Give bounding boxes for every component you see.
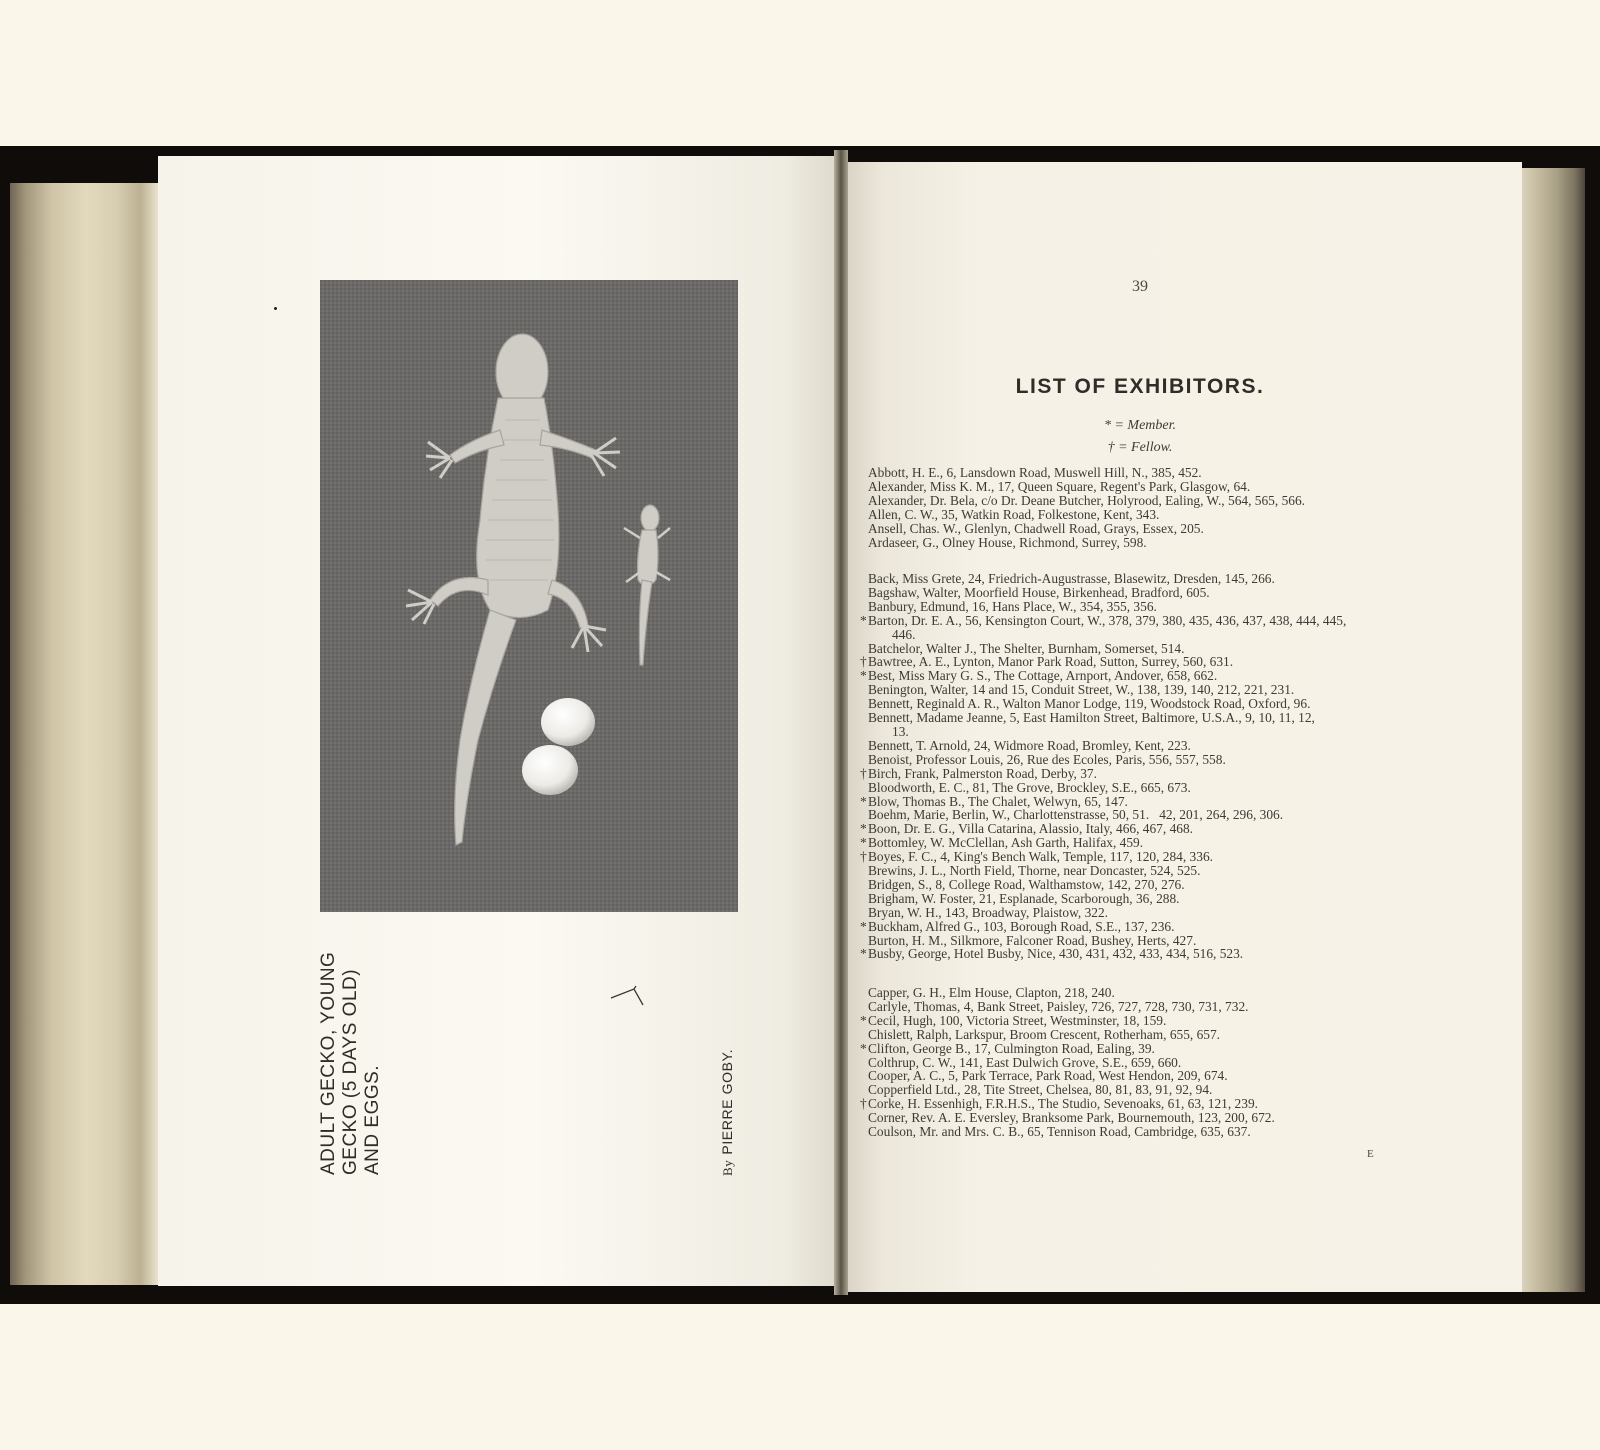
- membership-mark: *: [860, 793, 867, 809]
- exhibitor-entry-text: Birch, Frank, Palmerston Road, Derby, 37.: [868, 765, 1097, 781]
- exhibitor-entry: [868, 628, 1438, 642]
- exhibitor-entry: [860, 654, 1438, 670]
- exhibitor-entry: [868, 642, 1438, 656]
- exhibitor-entry-text: Boyes, F. C., 4, King's Bench Walk, Temple, 117, 120, 284, 336.: [868, 849, 1213, 865]
- exhibitor-entry: [868, 1028, 1438, 1042]
- exhibitor-entry-text: Bridgen, S., 8, College Road, Walthamstow, 142, 270, 276.: [868, 876, 1185, 892]
- page-number: 39: [1132, 278, 1148, 295]
- exhibitor-entry-text: Bennett, T. Arnold, 24, Widmore Road, Bromley, Kent, 223.: [868, 737, 1191, 753]
- exhibitor-entry-text: Benington, Walter, 14 and 15, Conduit Street, W., 138, 139, 140, 212, 221, 231.: [868, 682, 1295, 698]
- exhibitor-entry-text: Ansell, Chas. W., Glenlyn, Chadwell Road, Grays, Essex, 205.: [868, 520, 1204, 536]
- exhibitor-entry: [868, 725, 1438, 739]
- exhibitor-entry-text: Abbott, H. E., 6, Lansdown Road, Muswell Hill, N., 385, 452.: [868, 465, 1202, 480]
- exhibitor-entry: [868, 906, 1438, 920]
- exhibitor-entry-text: Alexander, Dr. Bela, c/o Dr. Deane Butcher, Holyrood, Ealing, W., 564, 565, 566.: [868, 492, 1306, 508]
- exhibitor-entry-text: 446.: [892, 626, 916, 642]
- exhibitor-entry: [868, 480, 1438, 494]
- membership-mark: *: [860, 918, 867, 934]
- membership-mark: †: [860, 654, 867, 670]
- exhibitor-entry: [868, 1056, 1438, 1070]
- exhibitor-entry: [860, 1040, 1438, 1056]
- exhibitor-entry-text: Banbury, Edmund, 16, Hans Place, W., 354, 355, 356.: [868, 598, 1157, 614]
- exhibitor-entry-text: Bryan, W. H., 143, Broadway, Plaistow, 322.: [868, 904, 1109, 920]
- exhibitor-entry-text: Bennett, Madame Jeanne, 5, East Hamilton Street, Baltimore, U.S.A., 9, 10, 11, 12,: [868, 710, 1315, 726]
- exhibitor-entry-text: Chislett, Ralph, Larkspur, Broom Crescent, Rotherham, 655, 657.: [868, 1026, 1221, 1042]
- pencil-mark: [610, 985, 646, 1007]
- page-heading: LIST OF EXHIBITORS.: [1015, 375, 1265, 398]
- exhibitor-entry: [868, 536, 1438, 550]
- exhibitor-entry: [868, 986, 1438, 1000]
- exhibitor-entry-text: Batchelor, Walter J., The Shelter, Burnham, Somerset, 514.: [868, 640, 1185, 656]
- exhibitor-entry: [860, 821, 1438, 837]
- exhibitor-entry: [868, 683, 1438, 697]
- exhibitor-entry: [868, 878, 1438, 892]
- exhibitor-entry-text: Capper, G. H., Elm House, Clapton, 218, 240.: [868, 985, 1115, 1000]
- exhibitor-group-c: [860, 985, 1438, 1140]
- exhibitor-entry: [860, 835, 1438, 851]
- exhibitor-entry: [868, 934, 1438, 948]
- exhibitor-entry-text: Ardaseer, G., Olney House, Richmond, Surrey, 598.: [868, 534, 1147, 550]
- membership-mark: †: [860, 849, 867, 865]
- exhibitor-entry-text: Corner, Rev. A. E. Eversley, Branksome Park, Bournemouth, 123, 200, 672.: [868, 1110, 1275, 1126]
- exhibitor-entry-text: Clifton, George B., 17, Culmington Road, Ealing, 39.: [868, 1040, 1155, 1056]
- membership-mark: *: [860, 1040, 867, 1056]
- exhibitor-entry-text: Copperfield Ltd., 28, Tite Street, Chelsea, 80, 81, 83, 91, 92, 94.: [868, 1082, 1213, 1098]
- exhibitor-entry: [868, 1000, 1438, 1014]
- photo-caption: ADULT GECKO, YOUNG GECKO (5 DAYS OLD) AND EGGS.: [318, 951, 383, 1175]
- ink-speck: [274, 307, 277, 310]
- membership-mark: *: [860, 612, 867, 628]
- exhibitor-entry-text: Colthrup, C. W., 141, East Dulwich Grove, S.E., 659, 660.: [868, 1054, 1182, 1070]
- exhibitor-entry-text: Bagshaw, Walter, Moorfield House, Birkenhead, Bradford, 605.: [868, 584, 1210, 600]
- exhibitor-entry: [868, 892, 1438, 906]
- exhibitor-entry: [860, 1096, 1438, 1112]
- exhibitor-entry: [868, 1083, 1438, 1097]
- membership-mark: *: [860, 835, 867, 851]
- membership-mark: *: [860, 668, 867, 684]
- membership-mark: *: [860, 1012, 867, 1028]
- exhibitor-entry: [868, 522, 1438, 536]
- exhibitor-entry: [868, 572, 1438, 586]
- exhibitor-entry-text: Bottomley, W. McClellan, Ash Garth, Halifax, 459.: [868, 835, 1144, 851]
- exhibitor-entry: [868, 753, 1438, 767]
- exhibitor-entry: [860, 1012, 1438, 1028]
- exhibitor-entry-text: Cecil, Hugh, 100, Victoria Street, Westminster, 18, 159.: [868, 1012, 1167, 1028]
- exhibitor-entry-text: Barton, Dr. E. A., 56, Kensington Court, W., 378, 379, 380, 435, 436, 437, 438, 444, 445,: [868, 612, 1347, 628]
- exhibitor-entry-text: Burton, H. M., Silkmore, Falconer Road, Bushey, Herts, 427.: [868, 932, 1197, 948]
- membership-mark: *: [860, 946, 867, 962]
- exhibitor-entry: [868, 494, 1438, 508]
- exhibitor-entry-text: Bawtree, A. E., Lynton, Manor Park Road, Sutton, Surrey, 560, 631.: [868, 654, 1234, 670]
- photo-credit: [719, 1026, 736, 1176]
- membership-mark: *: [860, 821, 867, 837]
- gecko-photograph: [320, 280, 738, 912]
- membership-mark: †: [860, 765, 867, 781]
- exhibitor-entry-text: Brigham, W. Foster, 21, Esplanade, Scarborough, 36, 288.: [868, 890, 1180, 906]
- exhibitor-entry-text: 13.: [892, 723, 909, 739]
- exhibitor-entry-text: Allen, C. W., 35, Watkin Road, Folkestone, Kent, 343.: [868, 506, 1160, 522]
- exhibitor-entry-text: Boon, Dr. E. G., Villa Catarina, Alassio, Italy, 466, 467, 468.: [868, 821, 1194, 837]
- exhibitor-entry: [868, 864, 1438, 878]
- legend-fellow: † = Fellow.: [1107, 440, 1173, 455]
- exhibitor-group-b: [860, 571, 1438, 962]
- exhibitor-entry-text: Bloodworth, E. C., 81, The Grove, Brockley, S.E., 665, 673.: [868, 779, 1191, 795]
- exhibitor-entry: [860, 918, 1438, 934]
- exhibitor-entry: [868, 697, 1438, 711]
- exhibitor-entry: [868, 586, 1438, 600]
- credit-name: PIERRE GOBY.: [719, 1048, 735, 1155]
- exhibitor-entry-text: Best, Miss Mary G. S., The Cottage, Arnport, Andover, 658, 662.: [868, 668, 1218, 684]
- exhibitor-entry: [860, 668, 1438, 684]
- photo-caption-block: [318, 935, 383, 1175]
- exhibitor-entry-text: Coulson, Mr. and Mrs. C. B., 65, Tennison Road, Cambridge, 635, 637.: [868, 1124, 1251, 1140]
- book-gutter: [834, 150, 848, 1295]
- exhibitor-entry: [868, 781, 1438, 795]
- legend-member: * = Member.: [1103, 418, 1177, 433]
- exhibitor-entry-text: Busby, George, Hotel Busby, Nice, 430, 431, 432, 433, 434, 516, 523.: [868, 946, 1244, 962]
- exhibitor-entry-text: Cooper, A. C., 5, Park Terrace, Park Road, West Hendon, 209, 674.: [868, 1068, 1228, 1084]
- exhibitor-entry: [868, 600, 1438, 614]
- exhibitor-entry: [860, 849, 1438, 865]
- exhibitor-entry: [860, 946, 1438, 962]
- exhibitor-entry: [868, 466, 1438, 480]
- exhibitor-entry-text: Blow, Thomas B., The Chalet, Welwyn, 65, 147.: [868, 793, 1128, 809]
- exhibitor-entry: [868, 1111, 1438, 1125]
- exhibitor-entry: [860, 765, 1438, 781]
- exhibitor-entry: [868, 711, 1438, 725]
- exhibitor-entry: [868, 1069, 1438, 1083]
- exhibitor-entry: [868, 739, 1438, 753]
- exhibitor-entry-text: Brewins, J. L., North Field, Thorne, near Doncaster, 524, 525.: [868, 863, 1201, 879]
- right-page-block-edge: [1515, 168, 1585, 1292]
- signature-mark: E: [1367, 1148, 1374, 1160]
- exhibitor-entry-text: Carlyle, Thomas, 4, Bank Street, Paisley, 726, 727, 728, 730, 731, 732.: [868, 998, 1249, 1014]
- exhibitor-entry-text: Benoist, Professor Louis, 26, Rue des Ecoles, Paris, 556, 557, 558.: [868, 751, 1226, 767]
- exhibitor-entry-text: Bennett, Reginald A. R., Walton Manor Lodge, 119, Woodstock Road, Oxford, 96.: [868, 696, 1311, 712]
- exhibitor-entry-text: Boehm, Marie, Berlin, W., Charlottenstrasse, 50, 51. 42, 201, 264, 296, 306.: [868, 807, 1284, 823]
- exhibitor-entry: [860, 612, 1438, 628]
- exhibitor-entry: [860, 793, 1438, 809]
- exhibitor-entry-text: Back, Miss Grete, 24, Friedrich-Augustrasse, Blasewitz, Dresden, 145, 266.: [868, 571, 1275, 586]
- membership-mark: †: [860, 1096, 867, 1112]
- exhibitor-group-a: [868, 466, 1438, 549]
- exhibitor-entry-text: Corke, H. Essenhigh, F.R.H.S., The Studio, Sevenoaks, 61, 63, 121, 239.: [868, 1096, 1258, 1112]
- exhibitor-entry: [868, 808, 1438, 822]
- left-page-block-edge: [10, 183, 158, 1285]
- exhibitor-entry-text: Buckham, Alfred G., 103, Borough Road, S.E., 137, 236.: [868, 918, 1175, 934]
- exhibitor-entry-text: Alexander, Miss K. M., 17, Queen Square, Regent's Park, Glasgow, 64.: [868, 478, 1251, 494]
- exhibitor-entry: [868, 508, 1438, 522]
- credit-by: By: [720, 1159, 735, 1176]
- exhibitor-entry: [868, 1125, 1438, 1139]
